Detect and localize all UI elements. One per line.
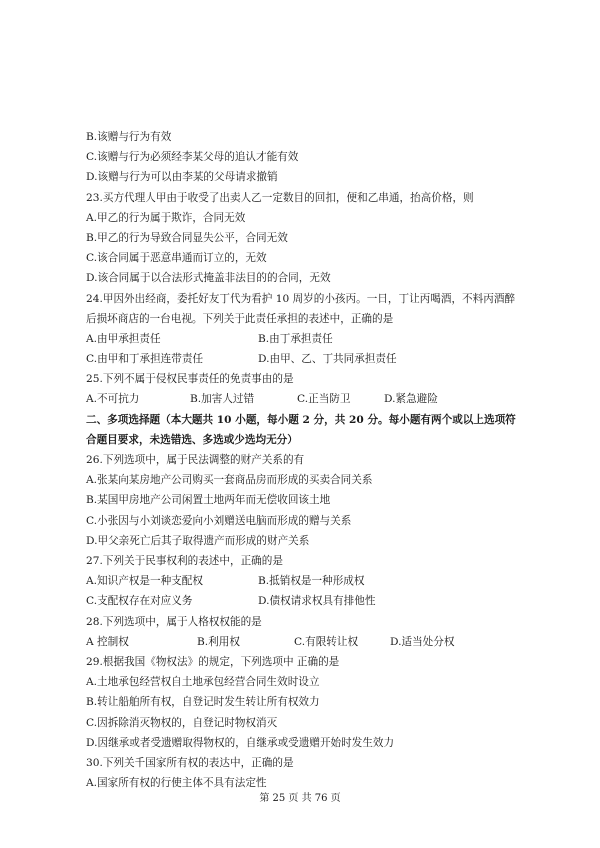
option-b: B.利用权 [197, 635, 240, 648]
question-27-options-row-1 [86, 571, 516, 591]
option-b: B.由丁承担责任 [258, 332, 333, 345]
option-b: B.抵销权是一种形成权 [258, 575, 365, 588]
page-number-footer: 第 25 页 共 76 页 [259, 793, 341, 804]
option-a: A.知识产权是一种支配权 [86, 575, 203, 588]
option-d: D.适当处分权 [390, 635, 455, 648]
option-b: B.加害人过错 [190, 393, 255, 406]
section-heading: 二、多项选择题（本大题共 10 小题，每小题 2 分，共 20 分。每小题有两个或以上选项符合题目要求，未选错选、多选或少选均无分） [86, 413, 516, 446]
question-27-stem: 27.下列关于民事权利的表述中，正确的是 [86, 555, 283, 567]
option-c: C.有限转让权 [294, 635, 359, 648]
question-stem: 23.买方代理人甲由于收受了出卖人乙一定数目的回扣，便和乙串通，抬高价格，则 [86, 191, 474, 204]
question-28-stem: 28.下列选项中，属于人格权权能的是 [86, 615, 262, 628]
option-d: D.因继承或者受遗赠取得物权的，自继承或受遗赠开始时发生效力 [86, 736, 395, 749]
option-b: B.某国甲房地产公司闲置土地两年而无偿收回该土地 [86, 494, 331, 507]
option-d: D.由甲、乙、丁共同承担责任 [258, 353, 397, 366]
question-24-stem: 24.甲因外出经商，委托好友丁代为看护 10 周岁的小孩丙。一日，丁让丙喝酒，不料丙酒醉后损坏商店的一台电视。下列关于此责任承担的表述中，正确的是 [86, 292, 516, 325]
option-line: B.该赠与行为有效 [86, 131, 172, 143]
option-c: C.小张因与小刘谈恋爱向小刘赠送电脑而形成的赠与关系 [86, 514, 352, 527]
option-a: A 控制权 [86, 635, 129, 648]
option-c: C.正当防卫 [297, 393, 351, 406]
option-c: C.支配权存在对应义务 [86, 595, 193, 608]
option-line: D.该赠与行为可以由李某的父母请求撤销 [86, 171, 278, 184]
page-content [86, 127, 516, 793]
option-line: D.该合同属于以合法形式掩盖非法目的的合同，无效 [86, 272, 331, 285]
option-line: A.甲乙的行为属于欺诈，合同无效 [86, 211, 246, 224]
question-25-options [86, 389, 516, 409]
option-c: C.由甲和丁承担连带责任 [86, 353, 204, 366]
question-30-stem: 30.下列关千国家所有权的表达中，正确的是 [86, 756, 294, 769]
option-a: A.国家所有权的行使主体不具有法定性 [86, 777, 267, 790]
option-d: D.债权请求权具有排他性 [258, 595, 376, 608]
question-27-options-row-2 [86, 591, 516, 611]
option-a: A.张某向某房地产公司购买一套商品房而形成的买卖合同关系 [86, 474, 373, 487]
option-line: B.甲乙的行为导致合同显失公平，合同无效 [86, 231, 288, 244]
option-a: A.由甲承担责任 [86, 332, 161, 345]
question-28-options [86, 632, 516, 652]
question-24-options-row-2 [86, 349, 516, 369]
question-25-stem: 25.下列不属于侵权民事责任的免责事由的是 [86, 373, 294, 386]
option-c: C.因拆除消灭物权的，自登记时物权消灭 [86, 716, 278, 729]
option-line: C.该赠与行为必须经李某父母的追认才能有效 [86, 151, 299, 164]
question-26-stem: 26.下列选项中，属于民法调整的财产关系的有 [86, 454, 305, 467]
option-a: A.土地承包经营权自土地承包经营合同生效时设立 [86, 676, 320, 689]
option-a: A.不可抗力 [86, 393, 140, 406]
question-24-options-row-1 [86, 329, 516, 349]
option-d: D.紧急避险 [384, 393, 438, 406]
option-line: C.该合同属于恶意串通而订立的，无效 [86, 252, 267, 265]
question-29-stem: 29.根据我国《物权法》的规定，下列选项中 正确的是 [86, 655, 340, 668]
option-b: B.转让船舶所有权，自登记时发生转让所有权效力 [86, 696, 320, 709]
option-d: D.甲父亲死亡后其子取得遗产而形成的财产关系 [86, 534, 310, 547]
